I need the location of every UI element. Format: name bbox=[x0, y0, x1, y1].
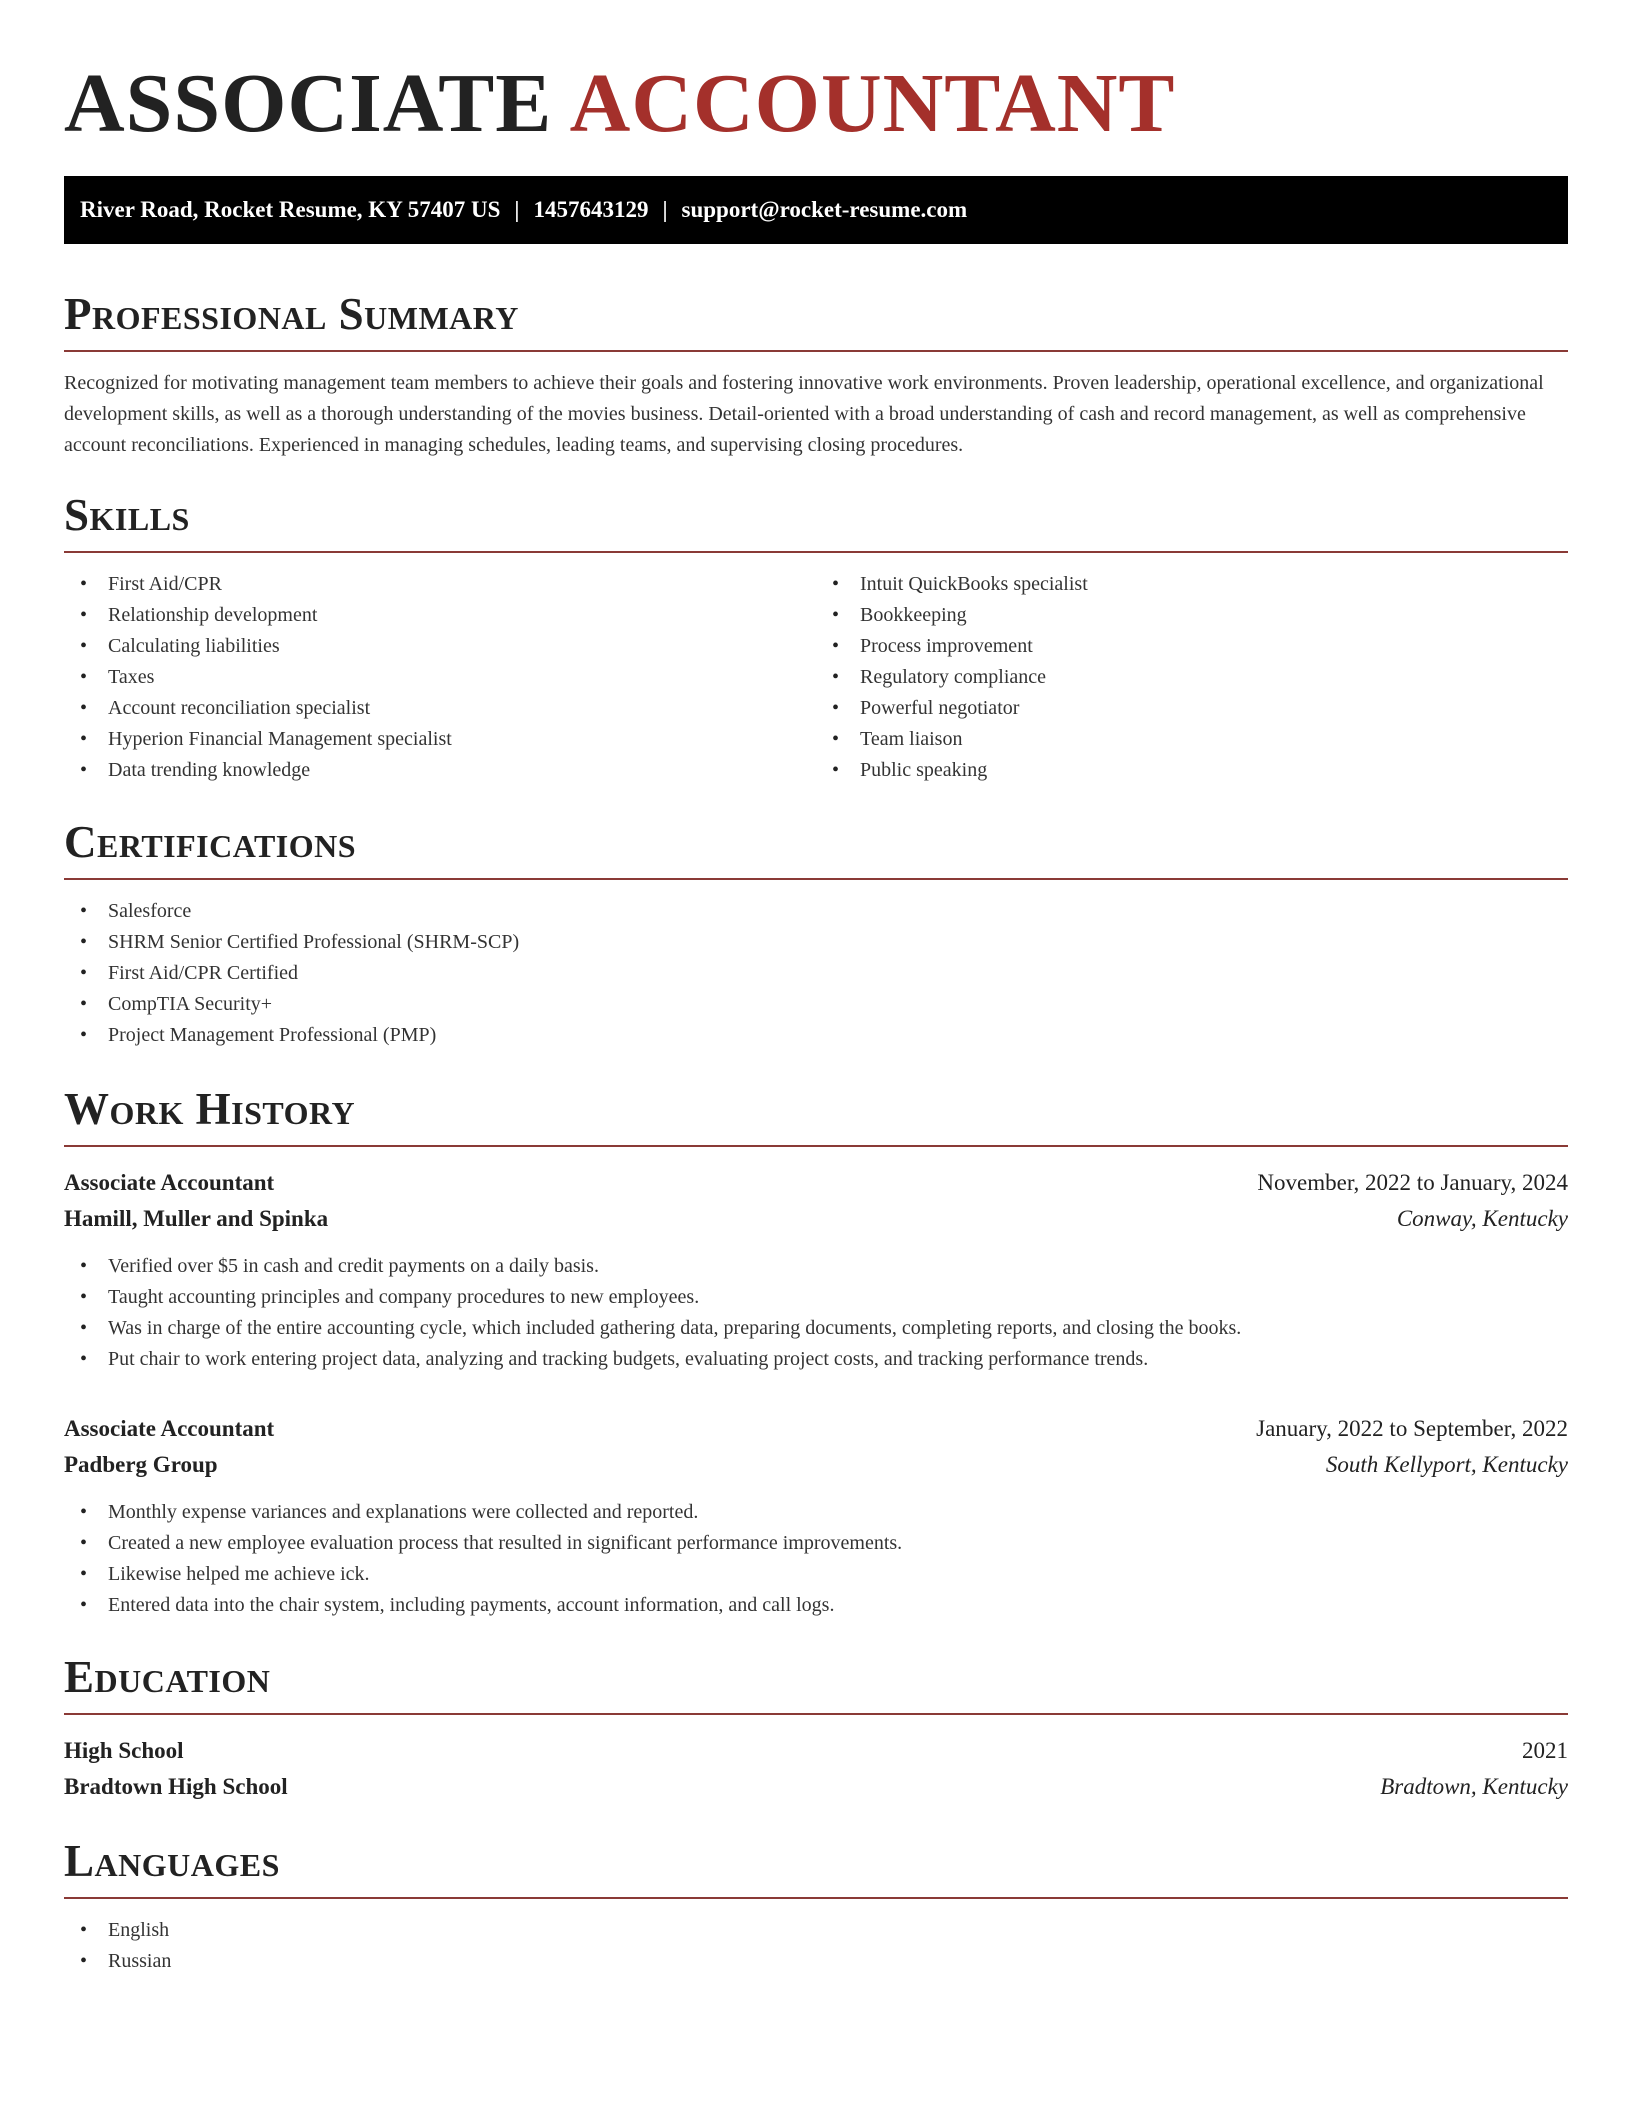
education-year: 2021 bbox=[1522, 1738, 1568, 1763]
job-company: Hamill, Muller and Spinka bbox=[64, 1206, 329, 1231]
job-duties-list bbox=[64, 1497, 1568, 1621]
certifications-heading: Certifications bbox=[64, 817, 357, 867]
job-duties-list bbox=[64, 1251, 1568, 1375]
job-role: Associate Accountant bbox=[64, 1170, 275, 1195]
education-section bbox=[64, 1651, 1568, 1805]
job-duty: • Likewise helped me achieve ick. bbox=[64, 1559, 1568, 1590]
resume-name bbox=[64, 0, 1568, 154]
skill-item: • First Aid/CPR bbox=[64, 569, 816, 600]
education-entry bbox=[64, 1733, 1568, 1805]
skill-item: • Process improvement bbox=[816, 631, 1568, 662]
job-dates: January, 2022 to September, 2022 bbox=[1256, 1416, 1568, 1441]
skill-item: • Public speaking bbox=[816, 755, 1568, 786]
contact-phone: 1457643129 bbox=[533, 197, 649, 222]
certifications-section bbox=[64, 816, 1568, 1051]
certification-item: • First Aid/CPR Certified bbox=[64, 958, 1568, 989]
education-school: Bradtown High School bbox=[64, 1774, 288, 1799]
skill-item: • Powerful negotiator bbox=[816, 693, 1568, 724]
section-divider bbox=[64, 1145, 1568, 1147]
skills-heading: Skills bbox=[64, 490, 190, 540]
section-divider bbox=[64, 878, 1568, 880]
contact-separator: | bbox=[514, 197, 520, 222]
skill-item: • Calculating liabilities bbox=[64, 631, 816, 662]
education-heading: Education bbox=[64, 1652, 271, 1702]
work-history-heading: Work History bbox=[64, 1084, 356, 1134]
summary-heading: Professional Summary bbox=[64, 289, 519, 339]
contact-email[interactable]: support@rocket-resume.com bbox=[681, 197, 968, 222]
job-location: Conway, Kentucky bbox=[1396, 1206, 1568, 1231]
contact-separator: | bbox=[662, 197, 668, 222]
summary-section bbox=[64, 288, 1568, 461]
job-duty: • Entered data into the chair system, including payments, account information, and call logs. bbox=[64, 1590, 1568, 1621]
job-duty: • Created a new employee evaluation process that resulted in significant performance improvements. bbox=[64, 1528, 1568, 1559]
language-item: • Russian bbox=[64, 1946, 1568, 1977]
summary-text: Recognized for motivating management team members to achieve their goals and fostering innovative work environments. Proven leadership, operational excellence, and organizational development skills, as well as a thorough understanding of the movies business. Detail-oriented with a broad understanding of cash and record management, as well as comprehensive account reconciliations. Experienced in managing schedules, leading teams, and supervising closing procedures. bbox=[64, 372, 1544, 456]
languages-section bbox=[64, 1835, 1568, 1977]
certifications-list bbox=[64, 896, 1568, 1051]
name-first: ASSOCIATE bbox=[64, 57, 553, 150]
job-entry bbox=[64, 1411, 1568, 1621]
education-location: Bradtown, Kentucky bbox=[1380, 1774, 1568, 1799]
language-item: • English bbox=[64, 1915, 1568, 1946]
section-divider bbox=[64, 350, 1568, 352]
certification-item: • CompTIA Security+ bbox=[64, 989, 1568, 1020]
section-divider bbox=[64, 1713, 1568, 1715]
job-duty: • Was in charge of the entire accounting cycle, which included gathering data, preparing documents, completing reports, and closing the books. bbox=[64, 1313, 1568, 1344]
name-last: ACCOUNTANT bbox=[569, 57, 1176, 150]
skill-item: • Bookkeeping bbox=[816, 600, 1568, 631]
education-school-row bbox=[64, 1769, 1568, 1805]
skill-item: • Account reconciliation specialist bbox=[64, 693, 816, 724]
job-duty: • Verified over $5 in cash and credit payments on a daily basis. bbox=[64, 1251, 1568, 1282]
work-history-section bbox=[64, 1083, 1568, 1621]
contact-address: River Road, Rocket Resume, KY 57407 US bbox=[80, 197, 501, 222]
skill-item: • Data trending knowledge bbox=[64, 755, 816, 786]
skill-item: • Intuit QuickBooks specialist bbox=[816, 569, 1568, 600]
certification-item: • SHRM Senior Certified Professional (SHRM-SCP) bbox=[64, 927, 1568, 958]
job-company: Padberg Group bbox=[64, 1452, 218, 1477]
job-header-row bbox=[64, 1165, 1568, 1201]
skill-item: • Team liaison bbox=[816, 724, 1568, 755]
education-header-row bbox=[64, 1733, 1568, 1769]
job-header-row bbox=[64, 1411, 1568, 1447]
skill-item: • Taxes bbox=[64, 662, 816, 693]
job-entry bbox=[64, 1165, 1568, 1375]
skill-item: • Hyperion Financial Management specialist bbox=[64, 724, 816, 755]
certification-item: • Salesforce bbox=[64, 896, 1568, 927]
skills-grid bbox=[64, 569, 1568, 786]
skills-list-right bbox=[816, 569, 1568, 786]
languages-list bbox=[64, 1915, 1568, 1977]
job-duty: • Monthly expense variances and explanations were collected and reported. bbox=[64, 1497, 1568, 1528]
languages-heading: Languages bbox=[64, 1836, 280, 1886]
education-degree: High School bbox=[64, 1738, 184, 1763]
job-duty: • Put chair to work entering project data, analyzing and tracking budgets, evaluating project costs, and tracking performance trends. bbox=[64, 1344, 1568, 1375]
section-divider bbox=[64, 1897, 1568, 1899]
certification-item: • Project Management Professional (PMP) bbox=[64, 1020, 1568, 1051]
job-company-row bbox=[64, 1447, 1568, 1483]
contact-bar bbox=[64, 176, 1568, 244]
skill-item: • Regulatory compliance bbox=[816, 662, 1568, 693]
job-company-row bbox=[64, 1201, 1568, 1237]
section-divider bbox=[64, 551, 1568, 553]
job-role: Associate Accountant bbox=[64, 1416, 275, 1441]
job-duty: • Taught accounting principles and company procedures to new employees. bbox=[64, 1282, 1568, 1313]
job-dates: November, 2022 to January, 2024 bbox=[1257, 1170, 1568, 1195]
skill-item: • Relationship development bbox=[64, 600, 816, 631]
skills-list-left bbox=[64, 569, 816, 786]
skills-section bbox=[64, 489, 1568, 786]
job-location: South Kellyport, Kentucky bbox=[1325, 1452, 1568, 1477]
